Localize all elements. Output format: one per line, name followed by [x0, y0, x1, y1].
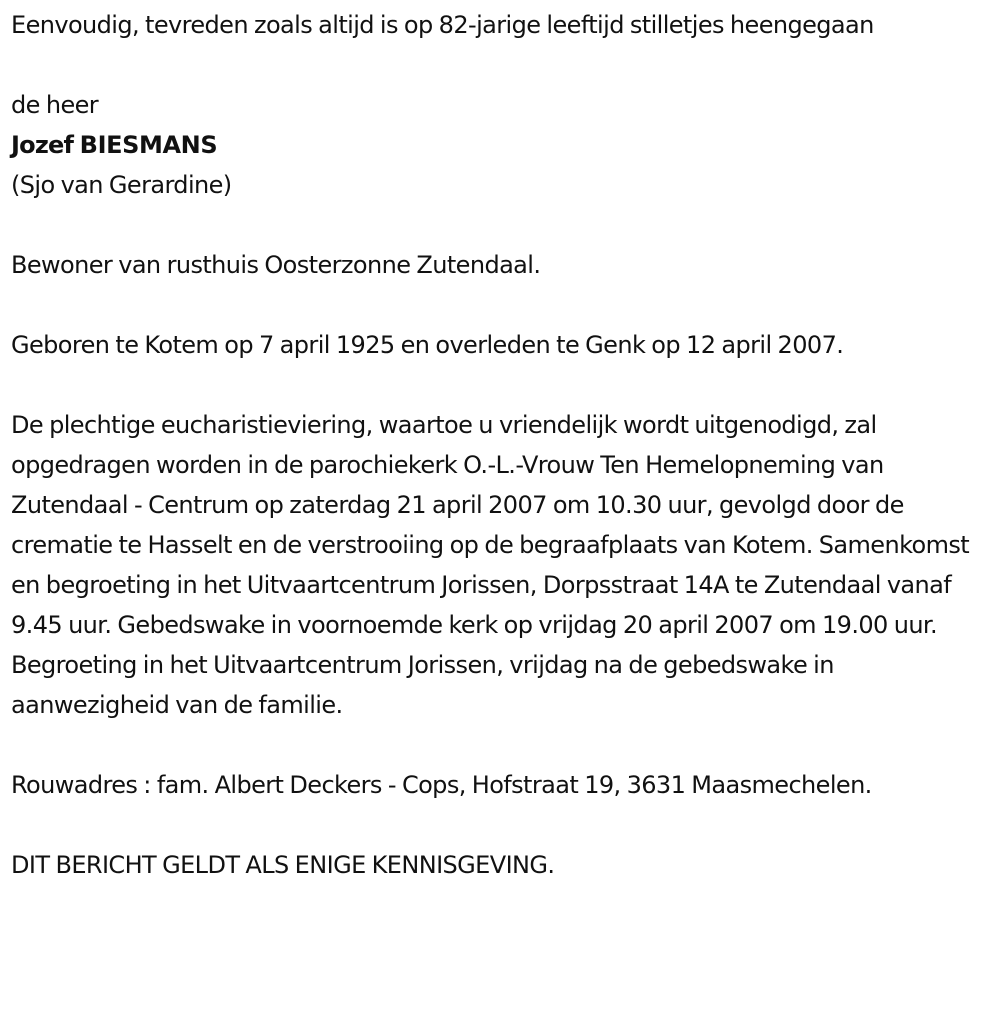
closing-statement: DIT BERICHT GELDT ALS ENIGE KENNISGEVING. [11, 851, 555, 879]
nickname: (Sjo van Gerardine) [11, 171, 232, 199]
first-name: Jozef [11, 131, 74, 159]
last-name: BIESMANS [79, 131, 218, 159]
ceremony-text: De plechtige eucharistieviering, waartoe u vriendelijk wordt uitgenodigd, zal opgedragen worden in de parochiekerk O.-L.-Vrouw Ten Hemelopneming van Zutendaal - Centrum op zaterdag 21 april 2007 om 10.30 uur, gevolgd door de crematie te Hasselt en de verstrooiing op de begraafplaats van Kotem. Samenkomst en begroeting in het Uitvaartcentrum Jorissen, Dorpsstraat 14A te Zutendaal vanaf 9.45 uur. Gebedswake in voornoemde kerk op vrijdag 20 april 2007 om 19.00 uur. Begroeting in het Uitvaartcentrum Jorissen, vrijdag na de gebedswake in aanwezigheid van de familie. [11, 411, 970, 719]
death-notice [11, 5, 993, 925]
intro-text: Eenvoudig, tevreden zoals altijd is op 82-jarige leeftijd stilletjes heengegaan [11, 11, 874, 39]
deceased-name [11, 125, 993, 165]
birth-death-text: Geboren te Kotem op 7 april 1925 en overleden te Genk op 12 april 2007. [11, 331, 844, 359]
residence-text: Bewoner van rusthuis Oosterzonne Zutendaal. [11, 251, 541, 279]
title-prefix: de heer [11, 91, 99, 119]
mourning-address: Rouwadres : fam. Albert Deckers - Cops, Hofstraat 19, 3631 Maasmechelen. [11, 771, 872, 799]
